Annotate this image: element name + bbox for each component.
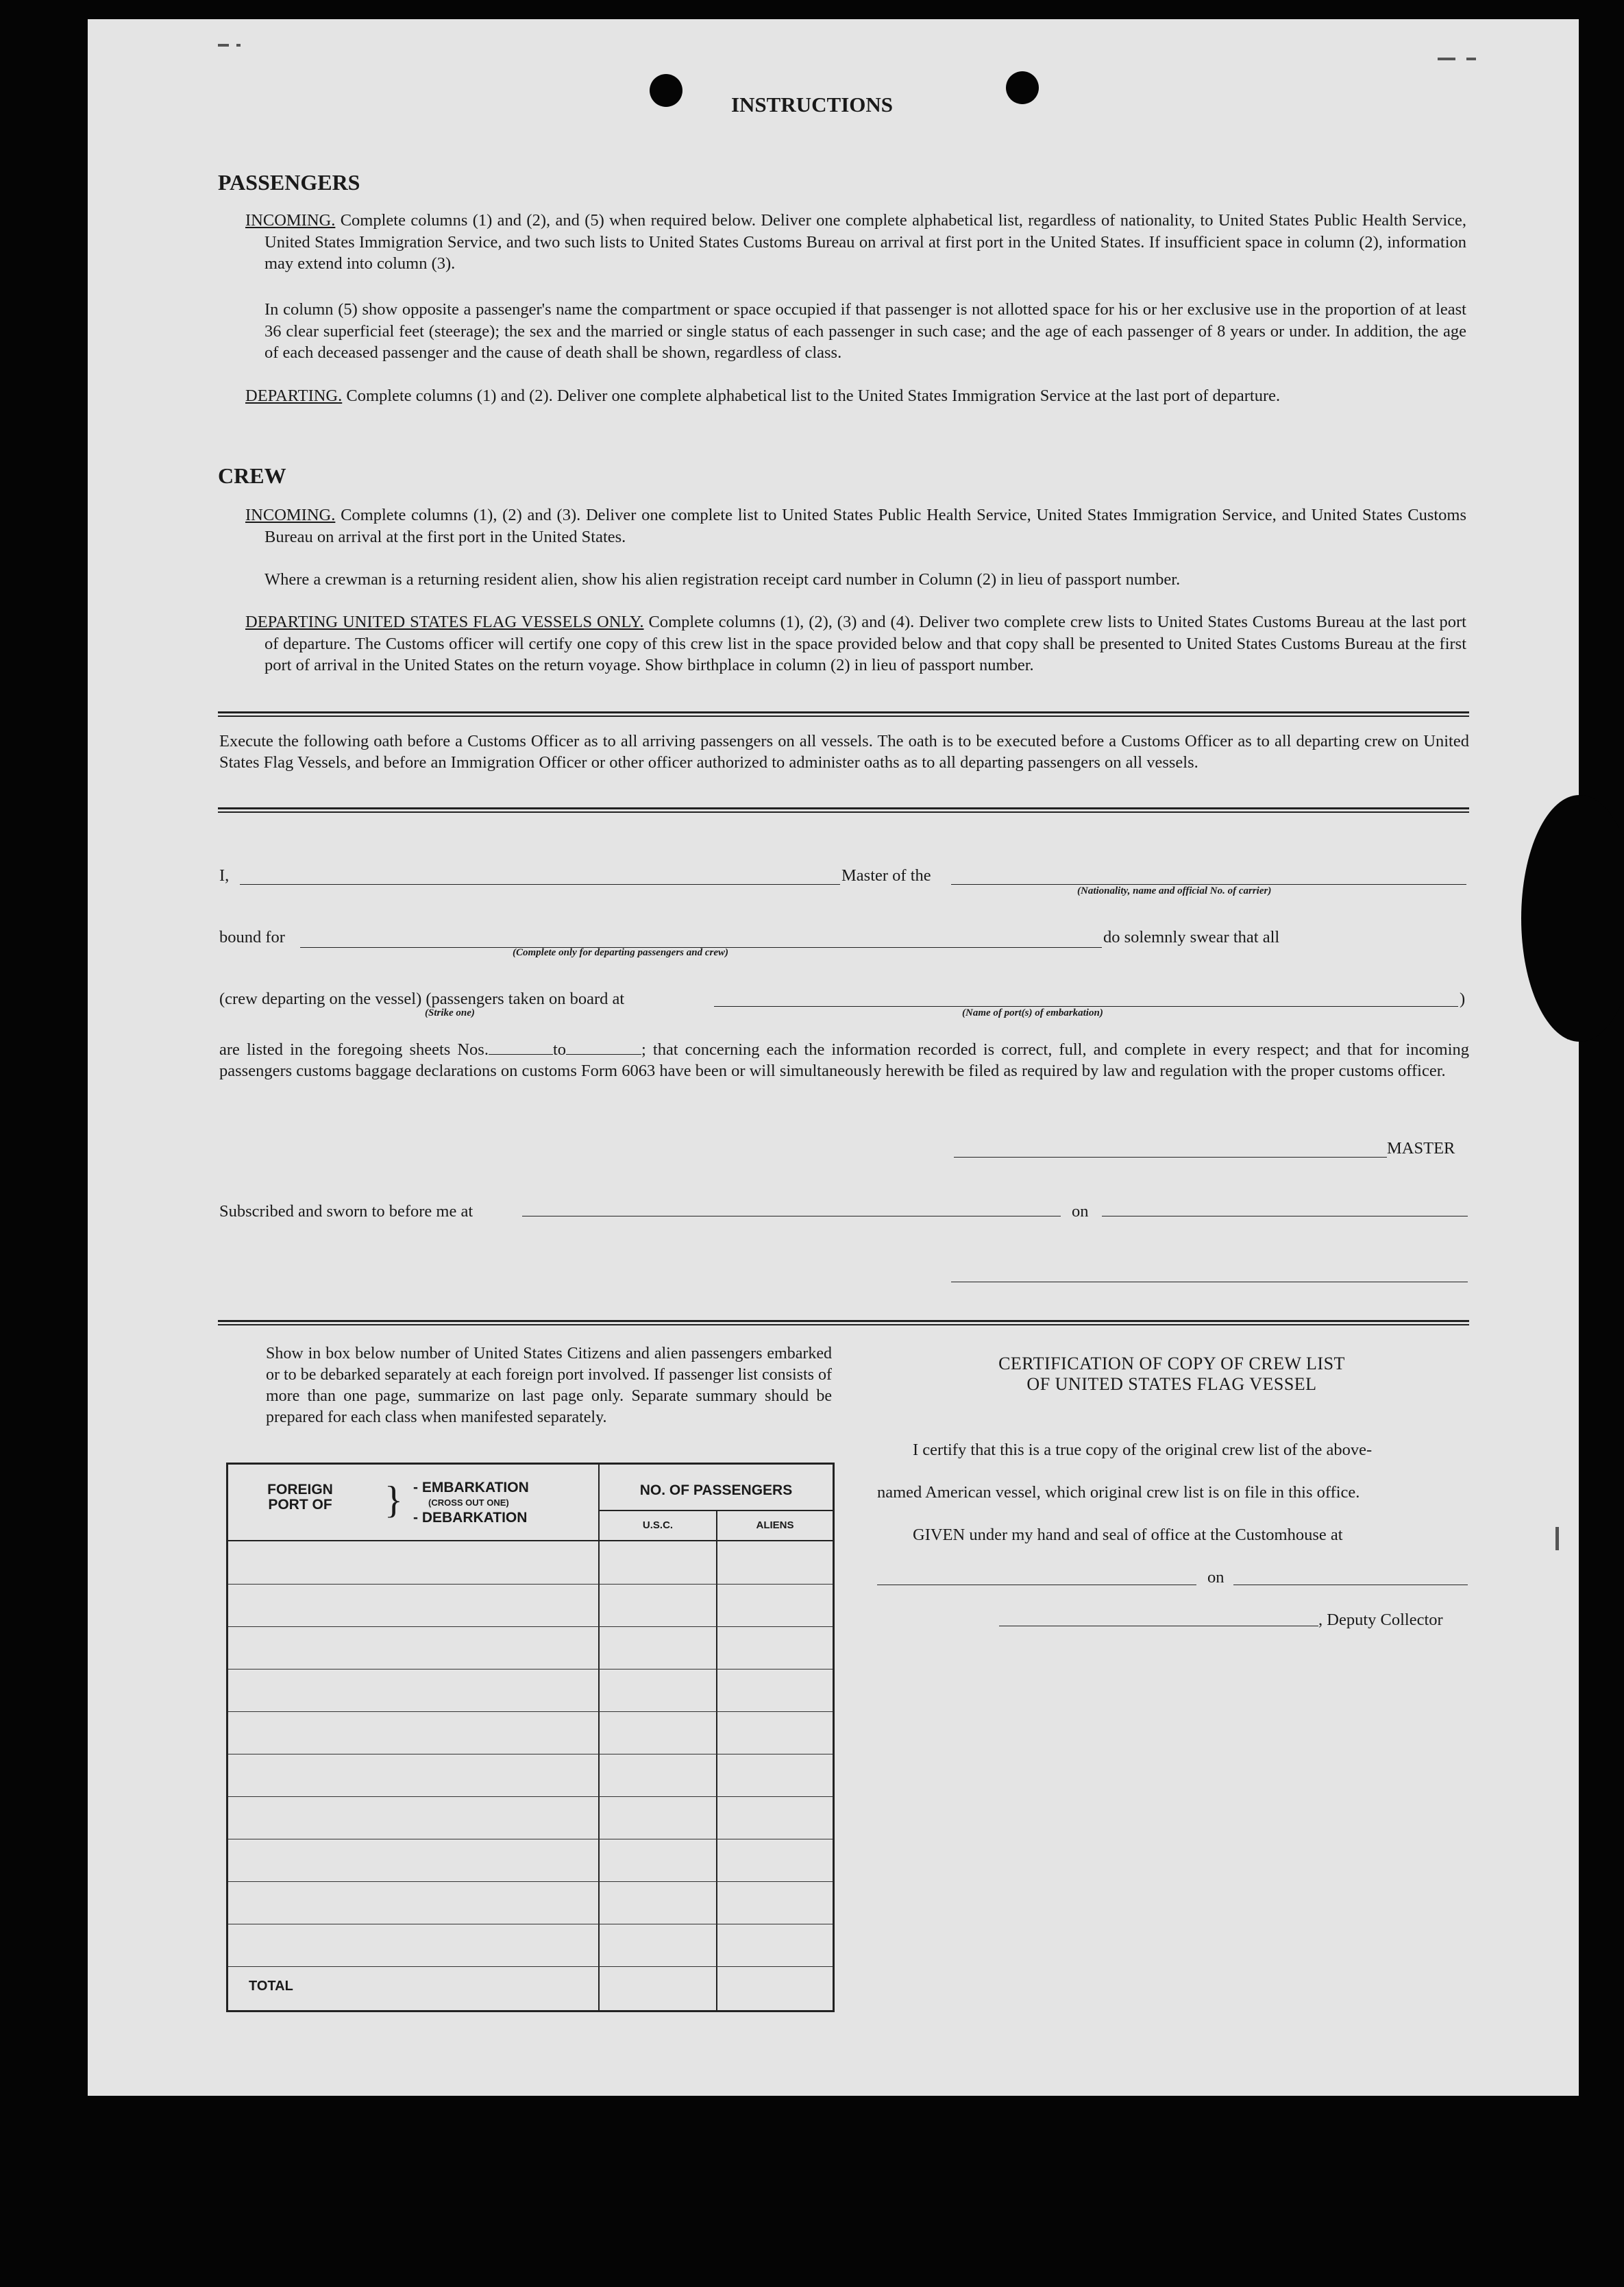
close-paren: ) (1460, 990, 1466, 1008)
double-rule (218, 807, 1469, 813)
certification-line1: I certify that this is a true copy of the original crew list of the above- (913, 1441, 1373, 1459)
crew-incoming-paragraph (245, 504, 1466, 548)
certification-line3: GIVEN under my hand and seal of office at the Customhouse at (913, 1526, 1343, 1544)
crew-departing-paragraph (245, 611, 1466, 676)
passengers-incoming-label: INCOMING. (245, 211, 336, 230)
table-row (228, 1966, 833, 1967)
table-row (228, 1626, 833, 1627)
foreign-port-header: FOREIGN PORT OF (267, 1482, 333, 1513)
crew-alien-text: Where a crewman is a returning resident alien, show his alien registration receipt card number in Column (2) in lieu of passport number. (264, 570, 1181, 589)
summary-note (229, 1343, 832, 1428)
cross-out-header: (CROSS OUT ONE) (428, 1497, 509, 1508)
column-divider (598, 1465, 600, 2010)
subscribed-label: Subscribed and sworn to before me at (219, 1202, 473, 1221)
swear-label: do solemnly swear that all (1103, 928, 1280, 946)
carrier-caption: (Nationality, name and official No. of carrier) (1077, 885, 1272, 896)
aliens-header: ALIENS (756, 1519, 794, 1531)
master-signature-field[interactable] (954, 1157, 1387, 1158)
strike-one-caption: (Strike one) (425, 1007, 475, 1018)
crew-departing-text: Complete columns (1), (2), (3) and (4). Deliver two complete crew lists to United States Customs Bureau at the last port of departure. The Customs officer will certify one copy of this crew list in the space provided below and that copy shall be presented to United States Customs Bureau at the first port of arrival in the United States on the return voyage. Show birthplace in column (2) in lieu of passport number. (264, 613, 1466, 674)
master-of-label: Master of the (841, 866, 931, 885)
crew-incoming-label: INCOMING. (245, 506, 336, 524)
scan-speck (1555, 1527, 1559, 1550)
total-label: TOTAL (249, 1979, 293, 1994)
no-passengers-header: NO. OF PASSENGERS (639, 1482, 793, 1498)
table-row (228, 1796, 833, 1797)
bound-for-label: bound for (219, 928, 285, 946)
passengers-departing-paragraph (245, 385, 1466, 407)
master-name-field[interactable] (240, 884, 840, 885)
oath-instruction: Execute the following oath before a Customs Officer as to all arriving passengers on all vessels. The oath is to be executed before a Customs Officer as to all departing crew on United States Flag Vessels, and before an Immigration Officer or other officer authorized to administer oaths as to all departing passengers on all vessels. (219, 732, 1469, 772)
passengers-column5-paragraph (245, 299, 1466, 364)
listed-label: are listed in the foregoing sheets Nos. (219, 1040, 489, 1059)
passengers-incoming-text: Complete columns (1) and (2), and (5) when required below. Deliver one complete alphabetical list, regardless of nationality, to United States Public Health Service, United States Immigration Service, and two such lists to United States Customs Bureau on arrival at first port in the United States. If insufficient space in column (2), information may extend into column (3). (264, 211, 1467, 273)
table-row (228, 1584, 833, 1585)
embarkation-header: - EMBARKATION (413, 1480, 529, 1495)
passengers-incoming-paragraph (245, 210, 1466, 275)
table-row (228, 1881, 833, 1882)
double-rule (218, 1320, 1469, 1325)
port-caption: (Name of port(s) of embarkation) (962, 1007, 1103, 1018)
brace-glyph: } (384, 1479, 403, 1521)
master-label: MASTER (1387, 1139, 1455, 1158)
bound-for-caption: (Complete only for departing passengers and crew) (513, 947, 728, 958)
scan-speck (1438, 58, 1455, 60)
certification-line2: named American vessel, which original crew list is on file in this office. (877, 1483, 1360, 1502)
to-label: to (552, 1040, 567, 1059)
table-row (228, 1669, 833, 1670)
crew-incoming-text: Complete columns (1), (2) and (3). Deliver one complete list to United States Public Health Service, United States Immigration Service, and United States Customs Bureau on arrival at the first port in the United States. (264, 506, 1466, 546)
certification-on-label: on (1207, 1568, 1225, 1587)
header-bottom-rule (228, 1540, 833, 1541)
passengers-departing-label: DEPARTING. (245, 387, 343, 405)
header-divider (598, 1510, 833, 1511)
double-rule (218, 711, 1469, 717)
summary-note-text: Show in box below number of United States Citizens and alien passengers embarked or to be debarked separately at each foreign port involved. If passenger list consists of more than one page, summarize on last page only. Separate summary should be prepared for each class when manifested separately. (266, 1345, 832, 1426)
certification-title-line1: CERTIFICATION OF COPY OF CREW LIST (998, 1354, 1345, 1373)
table-row (228, 1711, 833, 1712)
sheet-to-field[interactable] (566, 1040, 641, 1055)
listed-text: ; that concerning each the information recorded is correct, full, and complete in every respect; and that for incoming passengers customs baggage declarations on customs Form 6063 have been or will simultaneously herewith be filed as required by law and regulation with the proper customs officer. (219, 1040, 1469, 1080)
passengers-heading: PASSENGERS (218, 170, 360, 195)
scan-speck (236, 44, 241, 47)
crew-departing-label: DEPARTING UNITED STATES FLAG VESSELS ONLY. (245, 613, 644, 631)
deputy-collector-label: , Deputy Collector (1318, 1611, 1443, 1629)
passenger-summary-table (226, 1463, 835, 2012)
debarkation-header: - DEBARKATION (413, 1510, 528, 1526)
usc-header: U.S.C. (642, 1519, 674, 1531)
column-divider (716, 1510, 717, 2010)
scan-speck (218, 44, 229, 47)
page-title: INSTRUCTIONS (730, 93, 893, 117)
listed-paragraph (219, 1039, 1469, 1081)
scan-speck (1466, 58, 1476, 60)
passengers-departing-text: Complete columns (1) and (2). Deliver one complete alphabetical list to the United States Immigration Service at the last port of departure. (346, 387, 1281, 405)
port-of-embarkation-field[interactable] (714, 1006, 1458, 1007)
certification-title-line2: OF UNITED STATES FLAG VESSEL (1026, 1374, 1317, 1394)
sheet-from-field[interactable] (489, 1040, 553, 1055)
sworn-on-label: on (1072, 1202, 1089, 1221)
crew-heading: CREW (218, 463, 286, 488)
carrier-field[interactable] (951, 884, 1466, 885)
oath-i-label: I, (219, 866, 230, 885)
crew-alien-paragraph (245, 569, 1466, 591)
passengers-column5-text: In column (5) show opposite a passenger's name the compartment or space occupied if that passenger is not allotted space for his or her exclusive use in the proportion of at least 36 clear superficial feet (steerage); the sex and the married or single status of each passenger in such case; and the age of each passenger of 8 years or under. In addition, the age of each deceased passenger and the cause of death shall be shown, regardless of class. (264, 300, 1466, 362)
crew-departing-label: (crew departing on the vessel) (passengers taken on board at (219, 990, 625, 1008)
